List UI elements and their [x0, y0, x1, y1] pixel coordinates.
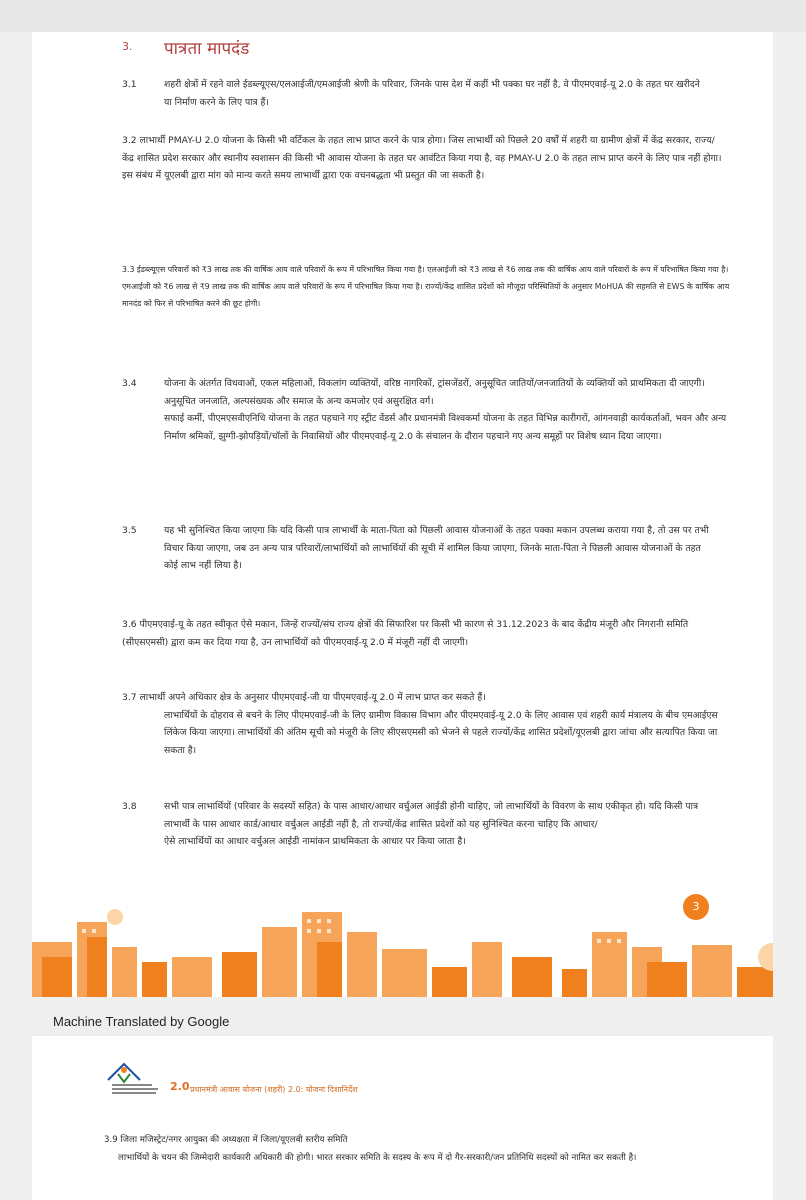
paragraph-line: सफाई कर्मी, पीएमएसवीएनिधि योजना के तहत पहचाने गए स्ट्रीट वेंडर्स और प्रधानमंत्री विश्वकर्मा योजना के तहत विभिन्न कारीगरों, आंगनवाड़ी कार्यकर्ताओं, भवन और अन्य निर्माण श्रमिकों, झुग्गी-झोपड़ियों/चॉलों के निवासियों और पीएमएवाई-यू 2.0 के संचालन के दौरान पहचाने गए अन्य समूहों पर विशेष ध्यान दिया जाएगा। — [164, 413, 727, 442]
section-number: 3. — [122, 40, 133, 53]
paragraph-number: 3.4 — [122, 378, 137, 389]
section-title: पात्रता मापदंड — [164, 39, 250, 59]
paragraph-3-5 — [122, 522, 712, 575]
paragraph-text: पीएमएवाई-यू के तहत स्वीकृत ऐसे मकान, जिन्हें राज्यों/संघ राज्य क्षेत्रों की सिफारिश पर किसी भी कारण से 31.12.2023 के बाद केंद्रीय मंजूरी और निगरानी समिति (सीएसएमसी) द्वारा कम कर दिया गया है, उन लाभार्थियों को पीएमएवाई-यू 2.0 में मंजूरी नहीं दी जाएगी। — [122, 619, 689, 648]
paragraph-3-8 — [122, 798, 722, 851]
paragraph-line: ऐसे लाभार्थियों का आधार वर्चुअल आईडी नामांकन प्राथमिकता के आधार पर किया जाता है। — [164, 836, 466, 847]
paragraph-text: लाभार्थी PMAY-U 2.0 योजना के किसी भी वर्टिकल के तहत लाभ प्राप्त करने के पात्र होगा। जिस लाभार्थी को पिछले 20 वर्षों में शहरी या ग्रामीण क्षेत्रों में केंद्र सरकार, राज्य/केंद्र शासित प्रदेश सरकार और स्थानीय स्वशासन की किसी भी आवास योजना के तहत घर आवंटित किया गया है, वह PMAY-U 2.0 के तहत लाभ प्राप्त करने के लिए पात्र नहीं होगा। इस संबंध में यूएलबी द्वारा मांग को मान्य करते समय लाभार्थी द्वारा एक वचनबद्धता भी प्रस्तुत की जा सकती है। — [122, 135, 722, 181]
paragraph-3-2 — [122, 132, 722, 185]
paragraph-number: 3.5 — [122, 525, 137, 536]
paragraph-number: 3.2 — [122, 135, 137, 146]
paragraph-line: लाभार्थी अपने अधिकार क्षेत्र के अनुसार पीएमएवाई-जी या पीएमएवाई-यू 2.0 में लाभ प्राप्त कर सकते हैं। — [139, 692, 486, 703]
paragraph-number: 3.1 — [122, 79, 137, 90]
paragraph-line: लाभार्थियों के दोहराव से बचने के लिए पीएमएवाई-जी के लिए ग्रामीण विकास विभाग और पीएमएवाई-यू 2.0 के लिए आवास एवं शहरी कार्य मंत्रालय के बीच एमआईएस लिंकेज किया जाएगा। लाभार्थियों की अंतिम सूची को मंजूरी के लिए सीएसएमसी को भेजने से पहले राज्यों/केंद्र शासित प्रदेशों/यूएलबी द्वारा जांचा और सत्यापित किया जा सकता है। — [164, 709, 718, 756]
paragraph-line: सभी पात्र लाभार्थियों (परिवार के सदस्यों सहित) के पास आधार/आधार वर्चुअल आईडी होनी चाहिए, जो लाभार्थियों के विवरण के साथ एकीकृत हो। यदि किसी पात्र लाभार्थी के पास आधार कार्ड/आधार वर्चुअल आईडी नहीं है, तो राज्यों/केंद्र शासित प्रदेशों को यह सुनिश्चित करना चाहिए कि आधार/ — [164, 801, 699, 830]
paragraph-number: 3.7 — [122, 692, 137, 703]
machine-translation-label: Machine Translated by Google — [53, 1014, 230, 1029]
paragraph-3-7 — [122, 689, 722, 759]
scheme-header-title: प्रधानमंत्री आवास योजना (शहरी) 2.0: योजना दिशानिर्देश — [190, 1085, 358, 1094]
paragraph-3-3 — [122, 261, 737, 312]
paragraph-3-9-heading: 3.9 जिला मजिस्ट्रेट/नगर आयुक्त की अध्यक्षता में जिला/यूएलबी स्तरीय समिति — [104, 1135, 348, 1145]
page-number-badge: 3 — [683, 894, 709, 920]
paragraph-number: 3.3 — [122, 265, 135, 274]
document-page-next — [32, 1036, 773, 1200]
logo-version-text: 2.0 — [170, 1080, 190, 1093]
paragraph-text: ईडब्ल्यूएस परिवारों को ₹3 लाख तक की वार्षिक आय वाले परिवारों के रूप में परिभाषित किया गया है। एलआईजी को ₹3 लाख से ₹6 लाख तक की वार्षिक आय वाले परिवारों के रूप में परिभाषित किया गया है। एमआईजी को ₹6 लाख से ₹9 लाख तक की वार्षिक आय वाले परिवारों के रूप में परिभाषित किया गया है। राज्यों/केंद्र शासित प्रदेशों को मौजूदा परिस्थितियों के अनुसार MoHUA की सहमति से EWS के वार्षिक आय मानदंड को फिर से परिभाषित करने की छूट होगी। — [122, 265, 730, 308]
paragraph-text: यह भी सुनिश्चित किया जाएगा कि यदि किसी पात्र लाभार्थी के माता-पिता को पिछली आवास योजनाओं के तहत पक्का मकान उपलब्ध कराया गया है, तो उस पर तभी विचार किया जाएगा, जब उन अन्य पात्र परिवारों/लाभार्थियों को लाभार्थियों की सूची में शामिल किया जाएगा, जिनके माता-पिता ने पिछली आवास योजनाओं के तहत कोई लाभ नहीं लिया है। — [164, 525, 709, 571]
document-page — [32, 32, 773, 997]
city-skyline-illustration — [32, 887, 773, 997]
paragraph-3-9-text: लाभार्थियों के चयन की जिम्मेदारी कार्यकारी अधिकारी की होगी। भारत सरकार समिति के सदस्य के रूप में दो गैर-सरकारी/जन प्रतिनिधि सदस्यों को नामित कर सकती है। — [118, 1153, 637, 1163]
paragraph-3-6 — [122, 616, 722, 651]
paragraph-number: 3.8 — [122, 801, 137, 812]
paragraph-3-1 — [122, 76, 702, 111]
viewer-top-bar — [0, 0, 806, 32]
paragraph-line: योजना के अंतर्गत विधवाओं, एकल महिलाओं, विकलांग व्यक्तियों, वरिष्ठ नागरिकों, ट्रांसजेंडरों, अनुसूचित जातियों/जनजातियों के व्यक्तियों को प्राथमिकता दी जाएगी। — [164, 378, 705, 389]
paragraph-line: अनुसूचित जनजाति, अल्पसंख्यक और समाज के अन्य कमजोर एवं असुरक्षित वर्ग। — [164, 395, 434, 407]
paragraph-3-4 — [122, 375, 732, 445]
paragraph-number: 3.6 — [122, 619, 137, 630]
paragraph-text: शहरी क्षेत्रों में रहने वाले ईडब्ल्यूएस/एलआईजी/एमआईजी श्रेणी के परिवार, जिनके पास देश में कहीं भी पक्का घर नहीं है, वे पीएमएवाई-यू 2.0 के तहत घर खरीदने या निर्माण करने के लिए पात्र हैं। — [164, 79, 700, 108]
